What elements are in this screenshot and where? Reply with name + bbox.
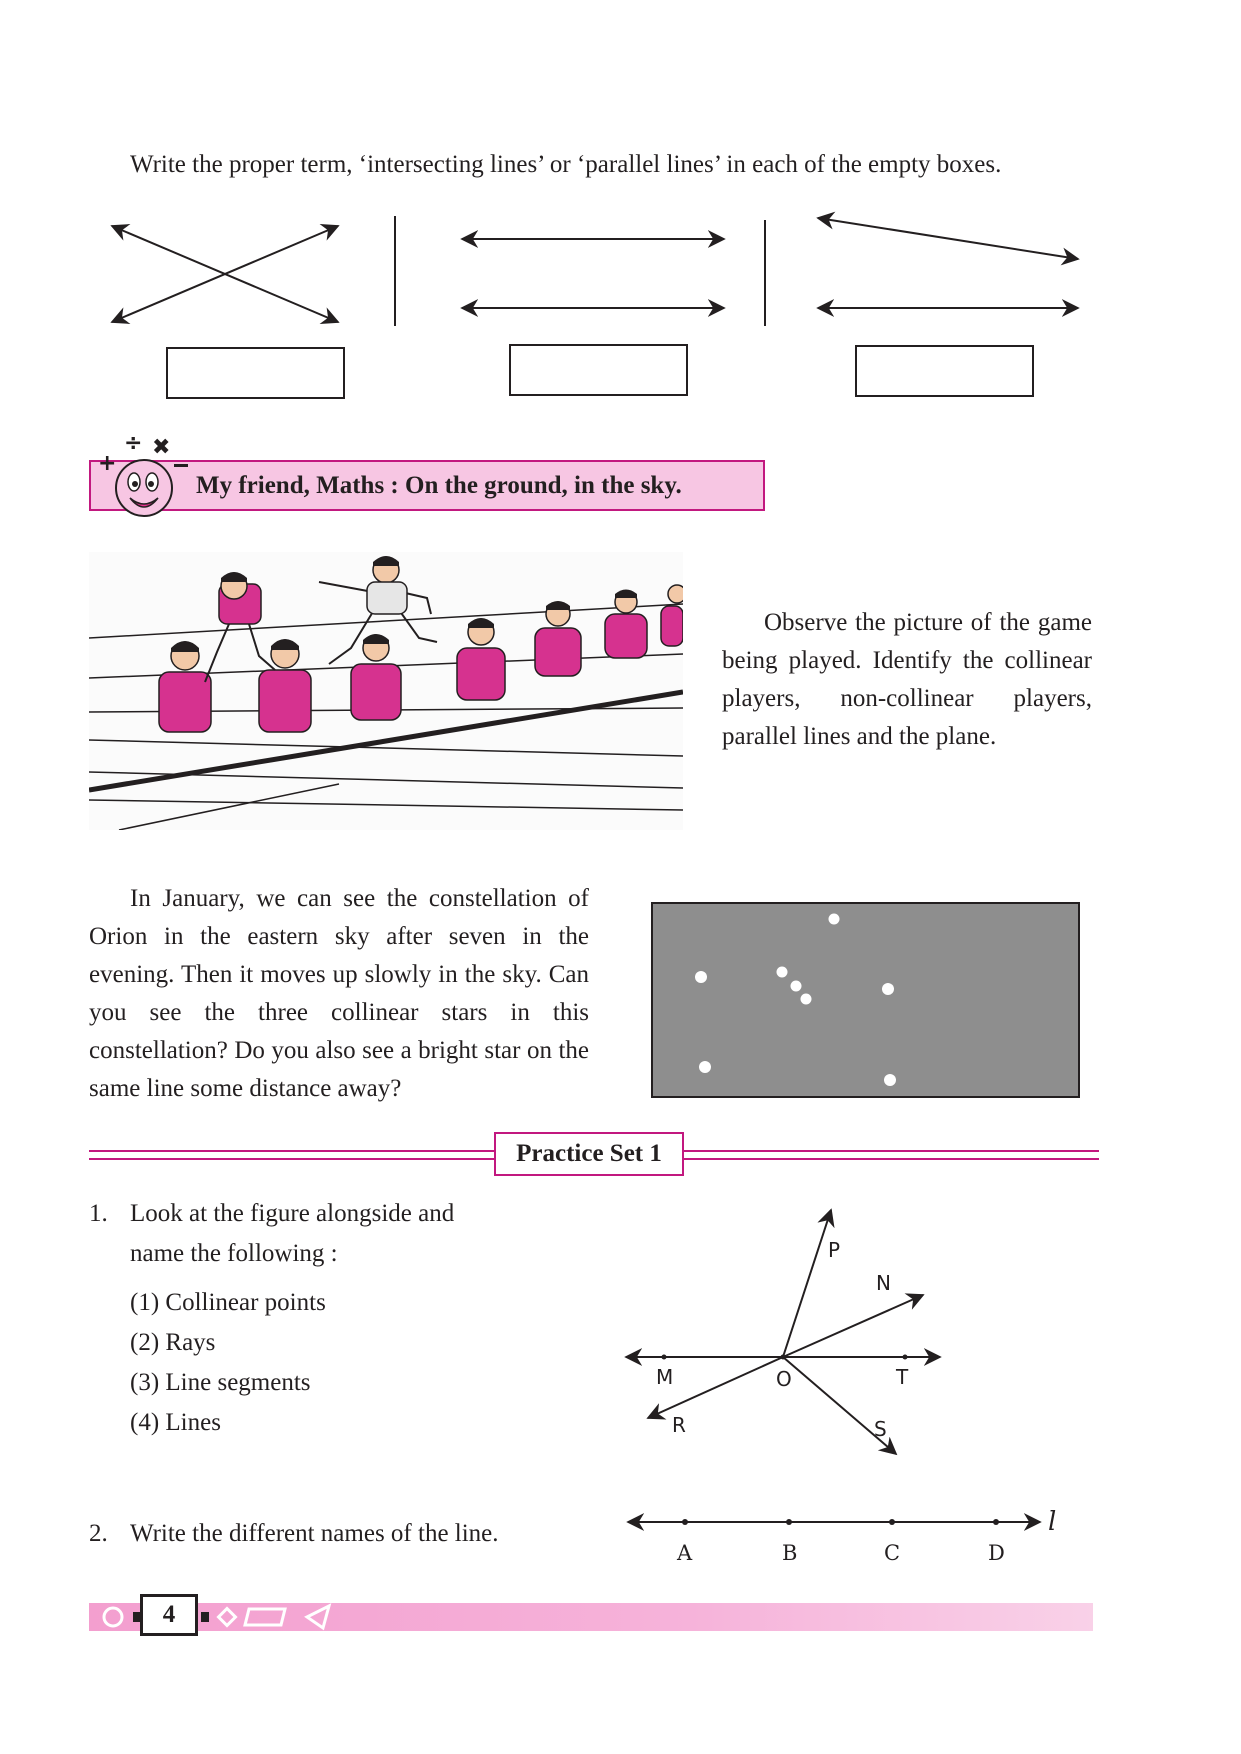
orion-paragraph: In January, we can see the constellation of Orion in the eastern sky after seven in the evening. Then it moves up slowly in the sky. Can you see the three collinear stars in this constellation? Do you also see a bright star on the same line some distance away? [89, 885, 589, 1102]
practice-rule-left-bottom [89, 1158, 494, 1160]
non-parallel-lines-figure [818, 218, 1078, 308]
q1-text-line1: Look at the figure alongside and [130, 1200, 455, 1227]
label-c: C [884, 1541, 901, 1565]
q1-item-3: (3) Line segments [130, 1369, 311, 1396]
label-l: l [1048, 1507, 1057, 1537]
svg-text:÷: ÷ [124, 431, 143, 456]
game-description: Observe the picture of the game being played. Identify the collinear players, non-collinear players, parallel lines and the plane. [722, 609, 1092, 750]
orion-constellation-picture [651, 902, 1080, 1098]
q1-item-4: (4) Lines [130, 1409, 221, 1436]
answer-box-3[interactable] [855, 345, 1034, 397]
answer-box-2[interactable] [509, 344, 688, 396]
label-d: D [988, 1541, 1005, 1565]
practice-rule-right-bottom [684, 1158, 1099, 1160]
q2-line-figure [600, 1500, 1060, 1570]
label-s: S [874, 1417, 887, 1441]
label-t: T [896, 1365, 909, 1389]
intersecting-lines-figure [112, 226, 338, 322]
q2-text: Write the different names of the line. [130, 1520, 499, 1547]
svg-text:✖: ✖ [152, 435, 171, 460]
instruction-text: Write the proper term, ‘intersecting lines’ or ‘parallel lines’ in each of the empty boxes. [130, 151, 1002, 178]
label-m: M [656, 1365, 674, 1389]
practice-set-title: Practice Set 1 [494, 1132, 684, 1176]
q1-rays-figure [600, 1190, 980, 1470]
label-a: A [677, 1541, 693, 1565]
label-r: R [672, 1413, 686, 1437]
kho-kho-game-picture [89, 552, 683, 830]
parallel-lines-figure [462, 239, 724, 308]
footer-shapes-icon [95, 1599, 345, 1635]
practice-rule-left-top [89, 1150, 494, 1152]
label-b: B [782, 1541, 798, 1565]
label-n: N [876, 1271, 891, 1295]
banner-title: My friend, Maths : On the ground, in the sky. [196, 472, 682, 499]
q2-number: 2. [89, 1520, 108, 1547]
label-o: O [776, 1367, 792, 1391]
q1-number: 1. [89, 1200, 108, 1227]
answer-box-1[interactable] [166, 347, 345, 399]
smiley-mascot-icon [96, 430, 196, 520]
svg-text:+: + [98, 451, 117, 476]
label-p: P [828, 1238, 841, 1262]
q1-item-1: (1) Collinear points [130, 1289, 326, 1316]
q1-text-line2: name the following : [130, 1240, 338, 1267]
page-number: 4 [140, 1594, 198, 1636]
practice-rule-right-top [684, 1150, 1099, 1152]
q1-item-2: (2) Rays [130, 1329, 216, 1356]
